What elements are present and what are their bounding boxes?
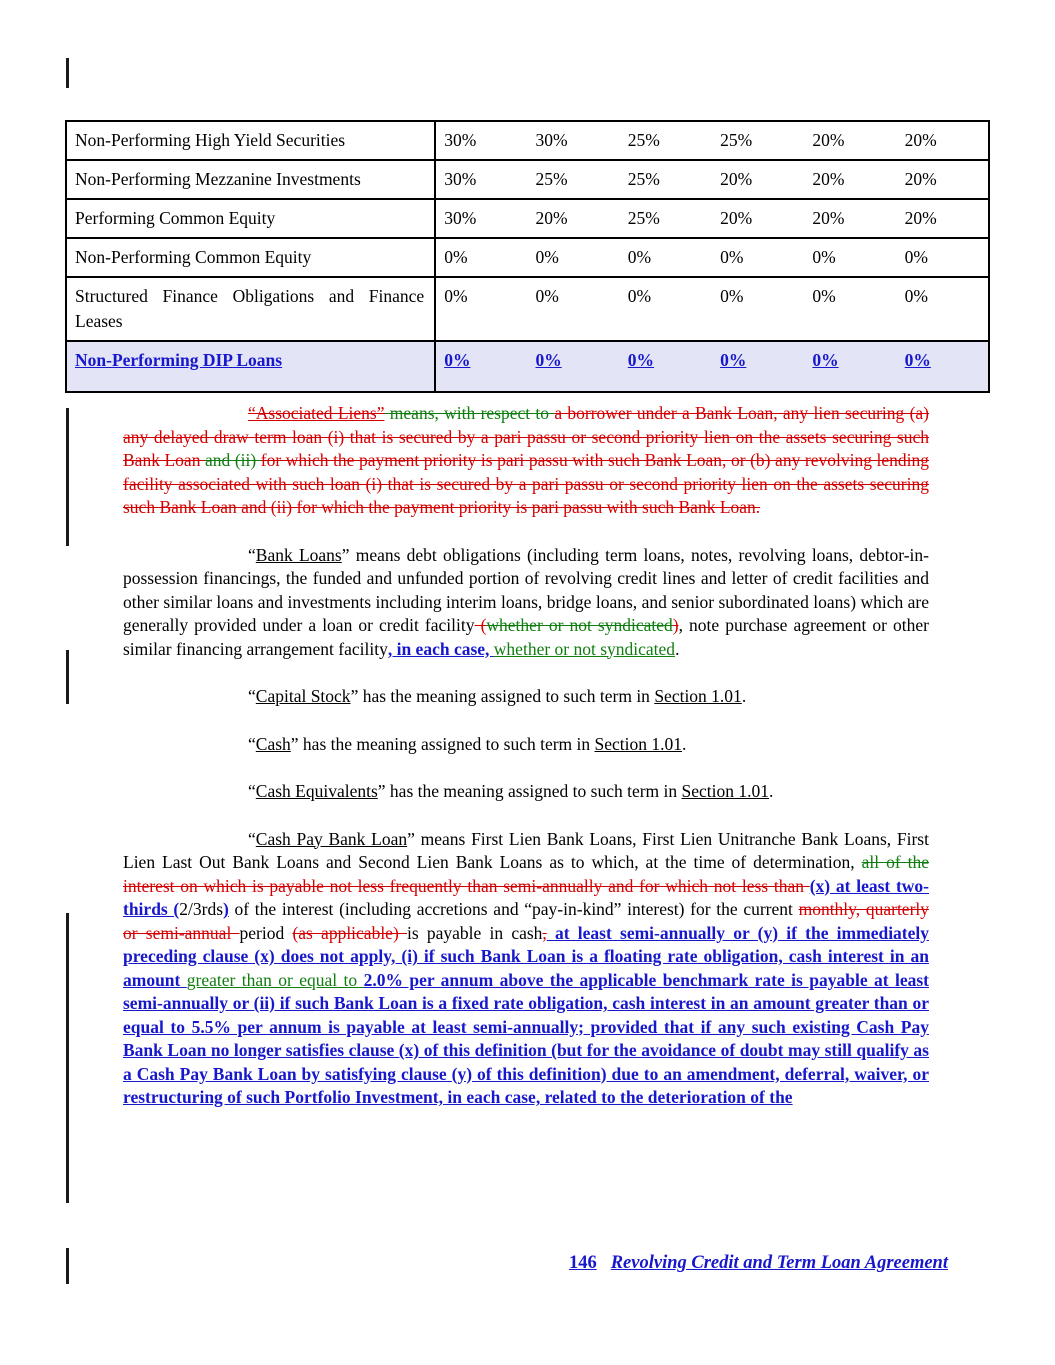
row-value: 0% xyxy=(435,238,527,277)
text-run: means, with respect to xyxy=(384,403,555,423)
row-value: 20% xyxy=(804,121,896,160)
allocation-table-body xyxy=(66,121,989,392)
text-run: (x) at least two-thirds ( xyxy=(123,875,930,919)
text-run: , note purchase agreement or other similar financing arrangement facility xyxy=(123,615,930,659)
row-label: Non-Performing Common Equity xyxy=(66,238,435,277)
text-run: Cash xyxy=(255,733,291,754)
row-value: 0% xyxy=(897,238,989,277)
row-label: Performing Common Equity xyxy=(66,199,435,238)
row-value: 0% xyxy=(804,277,896,341)
text-run: “Associated Liens” xyxy=(248,403,385,423)
page-number: 146 xyxy=(568,1253,597,1273)
text-run: Section 1.01 xyxy=(594,733,683,754)
change-bar xyxy=(66,913,69,1203)
text-run: . xyxy=(682,733,687,754)
definition-capital-stock xyxy=(123,685,929,709)
text-run: “ xyxy=(248,686,256,706)
text-run: , in each case, xyxy=(387,638,494,659)
row-value: 25% xyxy=(620,199,712,238)
text-run: 2.0% per annum above the applicable benchmark rate is payable at least semi-annually or (ii) if such Bank Loan is a fixed rate obligation, cash interest in an amount greater than or equal to 5.5% per annum is payable at least semi-annually; provided that if any such existing Cash Pay Bank Loan no longer satisfies clause (x) of this definition (but for the avoidance of doubt may still qualify as a Cash Pay Bank Loan by satisfying clause (y) of this definition) due to an amendment, deferral, waiver, or restructuring of such Portfolio Investment, in each case, related to the deterioration of the xyxy=(123,969,929,1107)
text-run: and (ii) xyxy=(205,450,261,470)
row-value: 20% xyxy=(897,121,989,160)
text-run: Section 1.01 xyxy=(654,686,742,706)
change-bar xyxy=(66,58,69,88)
text-run: ) xyxy=(672,615,679,635)
text-run: monthly, quarterly or semi-annual xyxy=(123,899,930,943)
table-row xyxy=(66,121,989,160)
text-run: Section 1.01 xyxy=(681,781,770,801)
text-run: 2/3rds xyxy=(179,899,224,919)
table-row xyxy=(66,199,989,238)
row-value: 0% xyxy=(712,277,804,341)
row-value: 20% xyxy=(897,199,989,238)
row-value: 20% xyxy=(527,199,619,238)
row-value: 20% xyxy=(897,160,989,199)
text-run: (as applicable) xyxy=(292,922,407,943)
definition-cash xyxy=(123,733,929,757)
table-row xyxy=(66,160,989,199)
row-value: 0% xyxy=(527,341,619,392)
row-value: 30% xyxy=(435,199,527,238)
text-run: “ xyxy=(248,733,256,754)
row-label: Non-Performing High Yield Securities xyxy=(66,121,435,160)
row-value: 0% xyxy=(804,341,896,392)
text-run: Bank Loans xyxy=(255,544,342,565)
row-value: 0% xyxy=(712,341,804,392)
row-value: 0% xyxy=(527,238,619,277)
document-title: Revolving Credit and Term Loan Agreement xyxy=(610,1253,948,1273)
text-run: . xyxy=(741,686,747,706)
text-run: . xyxy=(769,781,774,801)
table-row xyxy=(66,277,989,341)
text-run: ( xyxy=(474,615,487,635)
text-run: “ xyxy=(248,781,256,801)
text-run: ” has the meaning assigned to such term in xyxy=(350,686,655,706)
text-run: period xyxy=(239,922,293,943)
row-value: 20% xyxy=(712,160,804,199)
change-bar xyxy=(66,408,69,546)
change-bar xyxy=(66,650,69,704)
text-run: interest on which is payable not less frequently than semi-annually and for which not less than xyxy=(123,875,810,896)
row-value: 25% xyxy=(527,160,619,199)
text-run: Cash Equivalents xyxy=(255,781,378,801)
text-run: . xyxy=(675,638,680,659)
text-run: ” has the meaning assigned to such term in xyxy=(290,733,595,754)
row-value: 0% xyxy=(435,341,527,392)
row-value: 0% xyxy=(620,238,712,277)
text-run: greater than or equal to xyxy=(186,969,364,990)
definition-associated-liens xyxy=(123,402,929,520)
row-value: 25% xyxy=(712,121,804,160)
text-run: all of the xyxy=(861,852,929,872)
row-value: 30% xyxy=(435,160,527,199)
text-run: of the interest (including accretions and “pay-in-kind” interest) for the current xyxy=(228,899,799,919)
row-value: 0% xyxy=(620,277,712,341)
text-run: a borrower under a Bank Loan, any lien securing (a) any delayed draw term loan (i) that is secured by a pari passu or second priority lien on the assets securing such Bank Loan xyxy=(123,403,930,470)
table-row xyxy=(66,238,989,277)
row-value: 20% xyxy=(804,199,896,238)
text-run: ) xyxy=(223,899,229,919)
row-label: Structured Finance Obligations and Finance Leases xyxy=(66,277,435,341)
text-run: is payable in cash xyxy=(407,922,543,943)
row-value: 0% xyxy=(435,277,527,341)
page-footer xyxy=(569,1253,948,1274)
definition-cash-pay-bank-loan xyxy=(123,828,929,1110)
text-run: “ xyxy=(248,828,256,849)
row-value: 20% xyxy=(712,199,804,238)
row-label: Non-Performing DIP Loans xyxy=(66,341,435,392)
row-value: 0% xyxy=(897,277,989,341)
row-value: 0% xyxy=(897,341,989,392)
text-run: ” has the meaning assigned to such term in xyxy=(377,781,682,801)
row-label: Non-Performing Mezzanine Investments xyxy=(66,160,435,199)
row-value: 30% xyxy=(435,121,527,160)
definition-cash-equivalents xyxy=(123,780,929,804)
text-run: ” means First Lien Bank Loans, First Lien Unitranche Bank Loans, First Lien Last Out Bank Loans and Second Lien Bank Loans as to which, at the time of determination, xyxy=(123,828,929,872)
text-run: whether or not syndicated xyxy=(486,615,673,635)
row-value: 0% xyxy=(712,238,804,277)
text-run: ” means debt obligations (including term loans, notes, revolving loans, debtor-in-possession financings, the funded and unfunded portion of revolving credit lines and letter of credit facilities and other similar loans and investments including interim loans, bridge loans, and senior subordinated loans) which are generally provided under a loan or credit facility xyxy=(123,544,929,635)
text-run: for which the payment priority is pari passu with such Bank Loan, or (b) any revolving lending facility associated with such loan (i) that is secured by a pari passu or second priority lien on the assets securing such Bank Loan and (ii) for which the payment priority is pari passu with such Bank Loan. xyxy=(123,450,929,517)
row-value: 20% xyxy=(804,160,896,199)
text-run: Cash Pay Bank Loan xyxy=(255,828,408,849)
row-value: 0% xyxy=(527,277,619,341)
text-run: whether or not syndicated xyxy=(493,638,676,659)
text-run: “ xyxy=(248,544,256,565)
row-value: 0% xyxy=(620,341,712,392)
paragraphs xyxy=(123,402,929,1134)
text-run: Capital Stock xyxy=(255,686,351,706)
valuation-percentage-table xyxy=(65,120,990,393)
row-value: 0% xyxy=(804,238,896,277)
text-run: at least semi-annually or (y) if the immediately preceding clause (x) does not apply, (i) if such Bank Loan is a floating rate obligation, cash interest in an amount xyxy=(123,922,930,990)
text-run: , xyxy=(542,922,547,943)
change-bar xyxy=(66,1248,69,1284)
table-row xyxy=(66,341,989,392)
row-value: 25% xyxy=(620,160,712,199)
row-value: 25% xyxy=(620,121,712,160)
definition-bank-loans xyxy=(123,544,929,662)
row-value: 30% xyxy=(527,121,619,160)
